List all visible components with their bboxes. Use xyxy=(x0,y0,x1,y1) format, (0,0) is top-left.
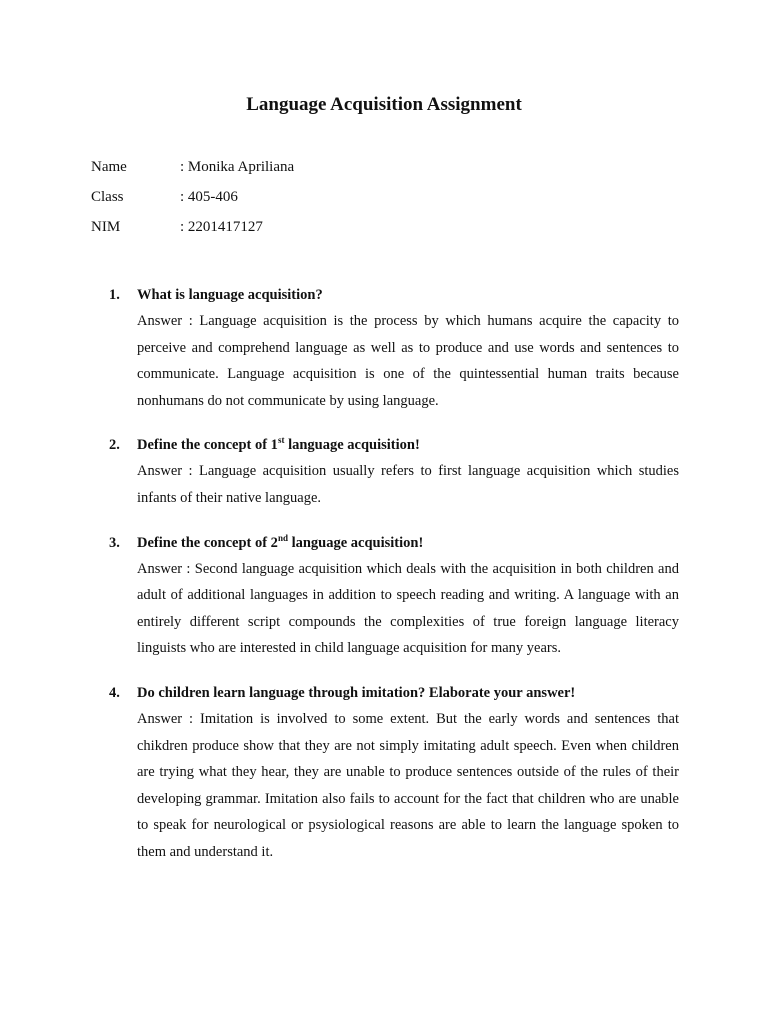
question-text-end: language acquisition! xyxy=(287,534,424,551)
question-heading xyxy=(109,682,679,704)
info-label: NIM xyxy=(91,219,121,235)
question-text xyxy=(137,284,323,306)
answer-text: Answer : Second language acquisition which deals with the acquisition in both children and adult of additional languages in addition to speech reading and writing. A language with an entirely different script compounds the complexities of true foreign language literacy linguists who are interested in child language acquisition for many years. xyxy=(137,560,679,657)
question-text-start: Do children learn language through imitation? Elaborate your answer! xyxy=(137,684,576,701)
ordinal-superscript: nd xyxy=(277,532,288,543)
question-text-start: Define the concept of 2 xyxy=(137,534,278,551)
answer-text: Answer : Language acquisition is the process by which humans acquire the capacity to perceive and comprehend language as well as to produce and use words and sentences to communicate. Language acquisition is one of the quintessential human traits because nonhumans do not communicate by using language. xyxy=(137,313,679,409)
question-item-1 xyxy=(109,284,679,414)
ordinal-superscript: st xyxy=(277,435,285,446)
info-row-name xyxy=(91,156,294,186)
question-number: 1. xyxy=(109,287,120,303)
question-number: 2. xyxy=(109,437,120,454)
question-number: 3. xyxy=(109,534,120,551)
question-heading xyxy=(109,284,679,306)
question-item-2 xyxy=(109,434,679,511)
question-text xyxy=(137,682,575,704)
info-row-nim xyxy=(91,216,294,246)
question-text-start: Define the concept of 1 xyxy=(137,437,278,454)
info-value: : 2201417127 xyxy=(180,219,263,235)
question-text-start: What is language acquisition? xyxy=(137,287,323,303)
info-value: : Monika Apriliana xyxy=(180,159,295,175)
info-label: Class xyxy=(91,189,124,205)
question-heading xyxy=(109,434,679,456)
answer-text: Answer : Imitation is involved to some extent. But the early words and sentences that chikdren produce show that they are not simply imitating adult speech. Even when children are trying what they hear, they are unable to produce sentences outside of the rules of their developing grammar. Imitation also fails to account for the fact that children who are unable to speak for neurological or psysiological reasons are able to learn the language spoken to them and understand it. xyxy=(137,710,679,860)
question-number: 4. xyxy=(109,684,120,701)
student-info xyxy=(91,156,294,246)
question-text xyxy=(137,532,423,554)
document-title: Language Acquisition Assignment xyxy=(246,94,522,115)
info-row-class xyxy=(91,186,294,216)
question-heading xyxy=(109,532,679,554)
question-list xyxy=(109,284,679,866)
info-label: Name xyxy=(91,159,127,175)
info-value: : 405-406 xyxy=(180,189,238,205)
answer-text: Answer : Language acquisition usually refers to first language acquisition which studies infants of their native language. xyxy=(137,463,679,506)
question-text xyxy=(137,434,420,456)
question-text-end: language acquisition! xyxy=(284,437,420,454)
question-item-4 xyxy=(109,682,679,866)
question-item-3 xyxy=(109,532,679,662)
